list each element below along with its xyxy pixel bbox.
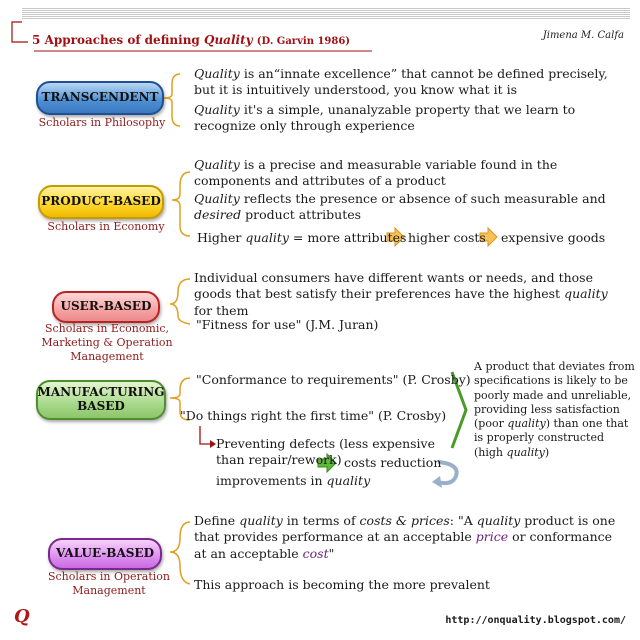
manufacturing-subpoint: Preventing defects (less expensive than repair/rework) xyxy=(216,436,436,468)
transcendent-text-1: Quality is an“innate excellence” that cannot be defined precisely, but it is intuitively understood, you know what it is xyxy=(194,66,608,98)
product-chain-1: Higher quality = more attributes xyxy=(197,230,407,245)
subtitle-user: Scholars in Economic, Marketing & Operation Management xyxy=(41,322,173,363)
transcendent-text-2: Quality it's a simple, unanalyzable property that we learn to recognize only through experience xyxy=(194,102,576,134)
page-title: 5 Approaches of defining Quality (D. Garvin 1986) xyxy=(32,33,351,47)
pill-transcendent: TRANSCENDENT xyxy=(36,81,164,115)
user-text-2: "Fitness for use" (J.M. Juran) xyxy=(196,317,379,332)
product-chain-2: higher costs xyxy=(408,230,486,245)
manufacturing-side-note: A product that deviates from specifications is likely to be poorly made and unreliable, providing less satisfaction (poor quality) than one that is properly constructed (high quality) xyxy=(474,360,635,459)
product-text-2: Quality reflects the presence or absence of such measurable and desired product attributes xyxy=(194,191,606,223)
header-bracket xyxy=(12,22,28,42)
product-chain-3: expensive goods xyxy=(501,230,606,245)
user-text-1: Individual consumers have different wants or needs, and those goods that best satisfy their preferences have the highest quality for them xyxy=(194,270,608,318)
value-text-2: This approach is becoming the more prevalent xyxy=(194,577,490,592)
manufacturing-improvements: improvements in quality xyxy=(216,473,371,488)
product-text-1: Quality is a precise and measurable variable found in the components and attributes of a product xyxy=(194,157,558,189)
value-text-1: Define quality in terms of costs & prices: "A quality product is one that provides performance at an acceptable price or conformance at an acceptable cost" xyxy=(194,513,616,561)
manufacturing-costs-reduction: costs reduction xyxy=(344,455,442,470)
pill-user-based: USER-BASED xyxy=(52,291,160,323)
pill-value-based: VALUE-BASED xyxy=(48,538,162,570)
author-name: Jimena M. Calfa xyxy=(542,30,624,41)
logo: Q xyxy=(14,606,30,627)
manufacturing-text-2: "Do things right the first time" (P. Crosby) xyxy=(180,408,447,423)
pill-manufacturing-based: MANUFACTURING BASED xyxy=(36,380,166,420)
footer-url[interactable]: http://onquality.blogspot.com/ xyxy=(445,615,626,626)
subtitle-product: Scholars in Economy xyxy=(47,220,165,233)
manufacturing-text-1: "Conformance to requirements" (P. Crosby) xyxy=(196,372,471,387)
brace-user xyxy=(170,279,190,324)
subtitle-transcendent: Scholars in Philosophy xyxy=(38,116,166,129)
subtitle-value: Scholars in Operation Management xyxy=(47,570,170,597)
pill-product-based: PRODUCT-BASED xyxy=(38,185,164,219)
